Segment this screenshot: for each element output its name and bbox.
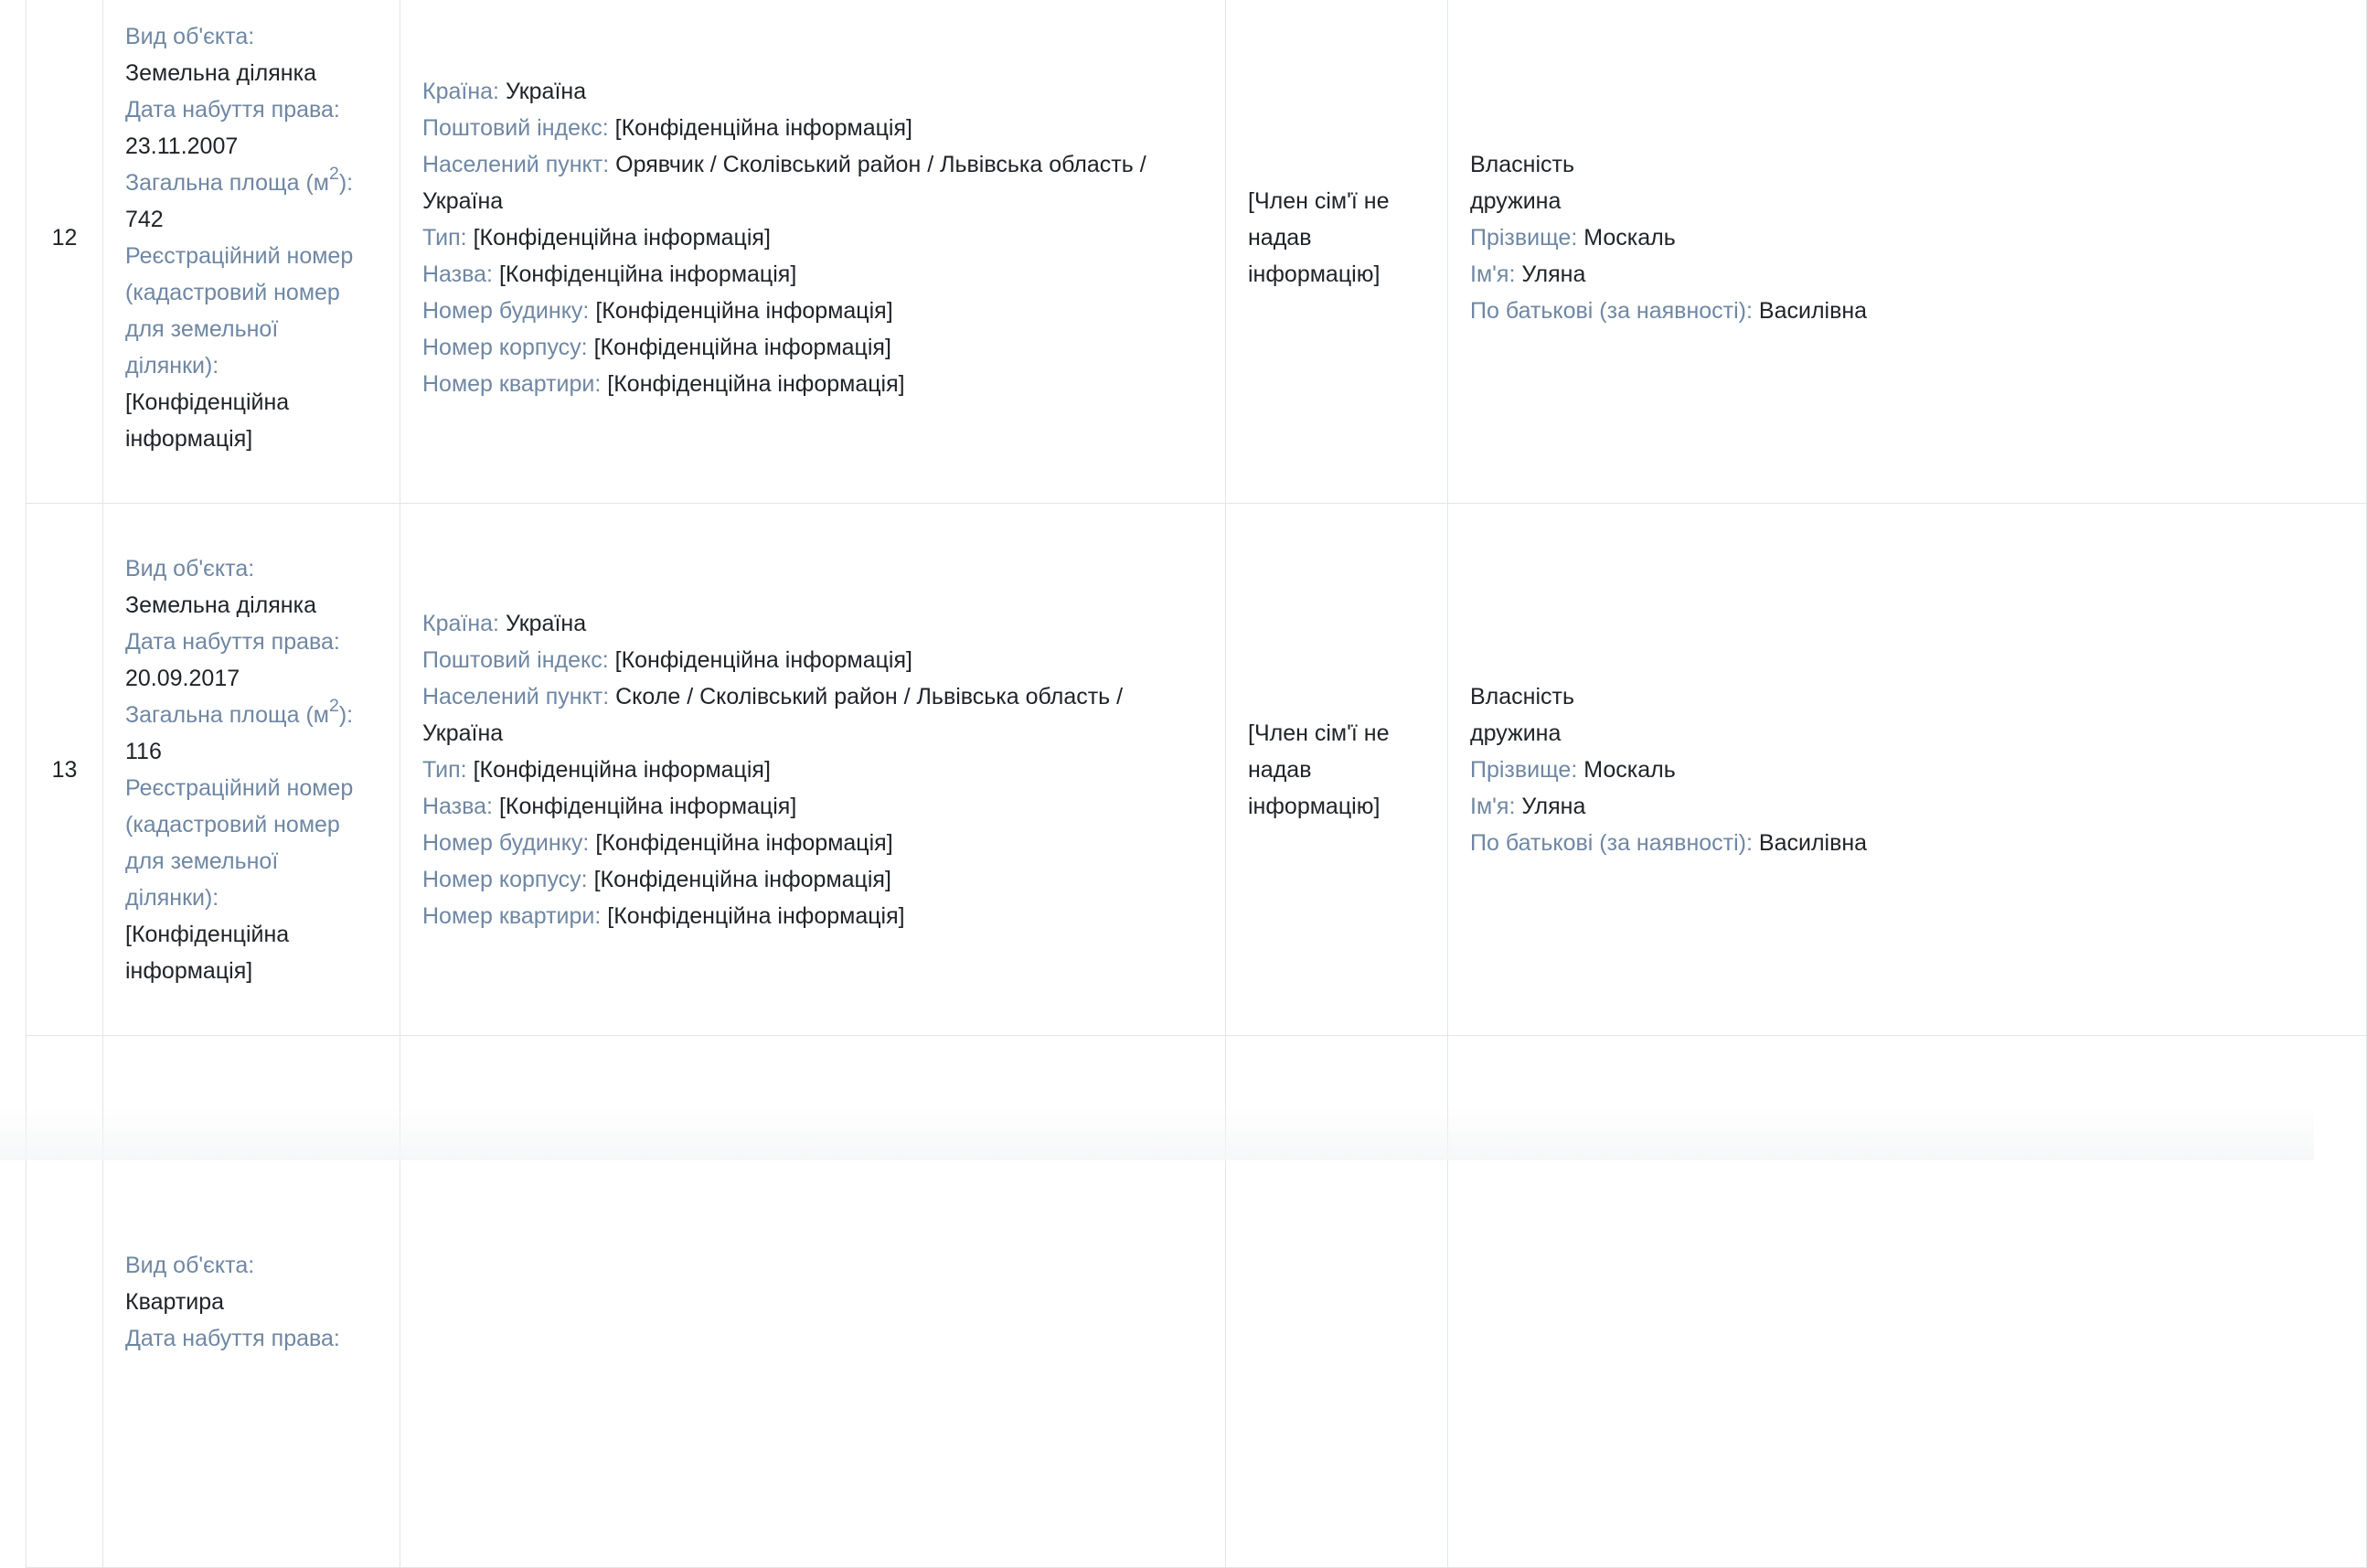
registration-value: [Конфіденційна інформація] <box>125 921 290 984</box>
object-type-label: Вид об'єкта: <box>125 555 255 581</box>
object-type-label: Вид об'єкта: <box>125 23 255 49</box>
row-number <box>27 1036 103 1568</box>
owner-relation: дружина <box>1470 187 1562 214</box>
name-label: Назва: <box>422 793 493 819</box>
object-type-value: Квартира <box>125 1288 225 1315</box>
patronymic-value: Василівна <box>1758 829 1868 856</box>
total-area <box>125 165 378 238</box>
ownership-type: Власність <box>1470 683 1575 709</box>
settlement-label: Населений пункт: <box>422 151 610 177</box>
address-cell <box>400 1036 1226 1568</box>
building-value: [Конфіденційна інформація] <box>593 866 891 892</box>
object-type-value: Земельна ділянка <box>125 59 316 86</box>
house-label: Номер будинку: <box>422 297 590 324</box>
acquired-date-label: Дата набуття права: <box>125 1325 340 1351</box>
surname-label: Прізвище: <box>1470 756 1578 783</box>
address-cell <box>400 504 1226 1036</box>
address-cell <box>400 0 1226 504</box>
patronymic-label: По батькові (за наявності): <box>1470 829 1753 856</box>
name-value: [Конфіденційна інформація] <box>498 793 797 819</box>
row-number: 12 <box>27 0 103 504</box>
cost-value: [Член сім'ї не надав інформацію] <box>1248 187 1390 287</box>
acquired-date-value: 23.11.2007 <box>125 133 239 159</box>
total-area <box>125 697 378 770</box>
total-area-value: 742 <box>125 206 164 232</box>
postcode-label: Поштовий індекс: <box>422 114 609 141</box>
total-area-value: 116 <box>125 738 162 764</box>
first-name-label: Ім'я: <box>1470 261 1516 287</box>
name-label: Назва: <box>422 261 493 287</box>
name-value: [Конфіденційна інформація] <box>498 261 797 287</box>
house-label: Номер будинку: <box>422 829 590 856</box>
object-type <box>125 550 378 624</box>
registration-label: Реєстраційний номер (кадастровий номер для земельної ділянки): <box>125 774 354 911</box>
postcode-value: [Конфіденційна інформація] <box>614 114 912 141</box>
settlement-label: Населений пункт: <box>422 683 610 709</box>
cost-cell <box>1226 504 1448 1036</box>
country-label: Країна: <box>422 78 499 104</box>
property-table <box>26 0 2367 1568</box>
acquired-date-value: 20.09.2017 <box>125 665 240 691</box>
acquired-date-label: Дата набуття права: <box>125 628 340 655</box>
surname-label: Прізвище: <box>1470 224 1578 251</box>
settlement-value: Орявчик / Сколівський район / Львівська область / Україна <box>422 151 1146 214</box>
object-type <box>125 1247 378 1320</box>
object-cell <box>103 504 400 1036</box>
first-name-value: Уляна <box>1521 793 1586 819</box>
surname-value: Москаль <box>1583 756 1676 783</box>
registration-value: [Конфіденційна інформація] <box>125 389 290 452</box>
acquired-date <box>125 624 378 697</box>
acquired-date <box>125 91 378 165</box>
postcode-label: Поштовий індекс: <box>422 646 609 673</box>
type-label: Тип: <box>422 756 467 783</box>
house-value: [Конфіденційна інформація] <box>595 829 893 856</box>
house-value: [Конфіденційна інформація] <box>595 297 893 324</box>
type-label: Тип: <box>422 224 467 251</box>
patronymic-label: По батькові (за наявності): <box>1470 297 1753 324</box>
object-type <box>125 18 378 91</box>
ownership-cell <box>1448 0 2367 504</box>
building-value: [Конфіденційна інформація] <box>593 334 891 360</box>
object-type-value: Земельна ділянка <box>125 592 316 618</box>
table-row <box>27 504 2367 1036</box>
cost-cell <box>1226 1036 1448 1568</box>
owner-relation: дружина <box>1470 720 1562 746</box>
apartment-label: Номер квартири: <box>422 902 602 929</box>
object-cell <box>103 0 400 504</box>
country-value: Україна <box>505 610 587 636</box>
apartment-label: Номер квартири: <box>422 370 602 397</box>
table-row <box>27 0 2367 504</box>
table-row <box>27 1036 2367 1568</box>
first-name-value: Уляна <box>1521 261 1586 287</box>
cost-value: [Член сім'ї не надав інформацію] <box>1248 720 1390 819</box>
registration-label: Реєстраційний номер (кадастровий номер для земельної ділянки): <box>125 242 354 379</box>
first-name-label: Ім'я: <box>1470 793 1516 819</box>
apartment-value: [Конфіденційна інформація] <box>607 902 905 929</box>
apartment-value: [Конфіденційна інформація] <box>607 370 905 397</box>
cost-cell <box>1226 0 1448 504</box>
total-area-label: Загальна площа $(м^2)$: <box>125 696 354 728</box>
type-value: [Конфіденційна інформація] <box>473 756 771 783</box>
ownership-cell <box>1448 1036 2367 1568</box>
registration-number <box>125 770 378 989</box>
ownership-cell <box>1448 504 2367 1036</box>
acquired-date <box>125 1320 378 1357</box>
patronymic-value: Василівна <box>1758 297 1868 324</box>
ownership-type: Власність <box>1470 151 1575 177</box>
building-label: Номер корпусу: <box>422 866 588 892</box>
postcode-value: [Конфіденційна інформація] <box>614 646 912 673</box>
type-value: [Конфіденційна інформація] <box>473 224 771 251</box>
surname-value: Москаль <box>1583 224 1676 251</box>
object-cell <box>103 1036 400 1568</box>
settlement-value: Сколе / Сколівський район / Львівська область / Україна <box>422 683 1124 746</box>
row-number: 13 <box>27 504 103 1036</box>
total-area-label: Загальна площа $(м^2)$: <box>125 164 354 196</box>
acquired-date-label: Дата набуття права: <box>125 96 340 123</box>
country-value: Україна <box>505 78 587 104</box>
object-type-label: Вид об'єкта: <box>125 1252 255 1278</box>
country-label: Країна: <box>422 610 499 636</box>
registration-number <box>125 238 378 457</box>
building-label: Номер корпусу: <box>422 334 588 360</box>
